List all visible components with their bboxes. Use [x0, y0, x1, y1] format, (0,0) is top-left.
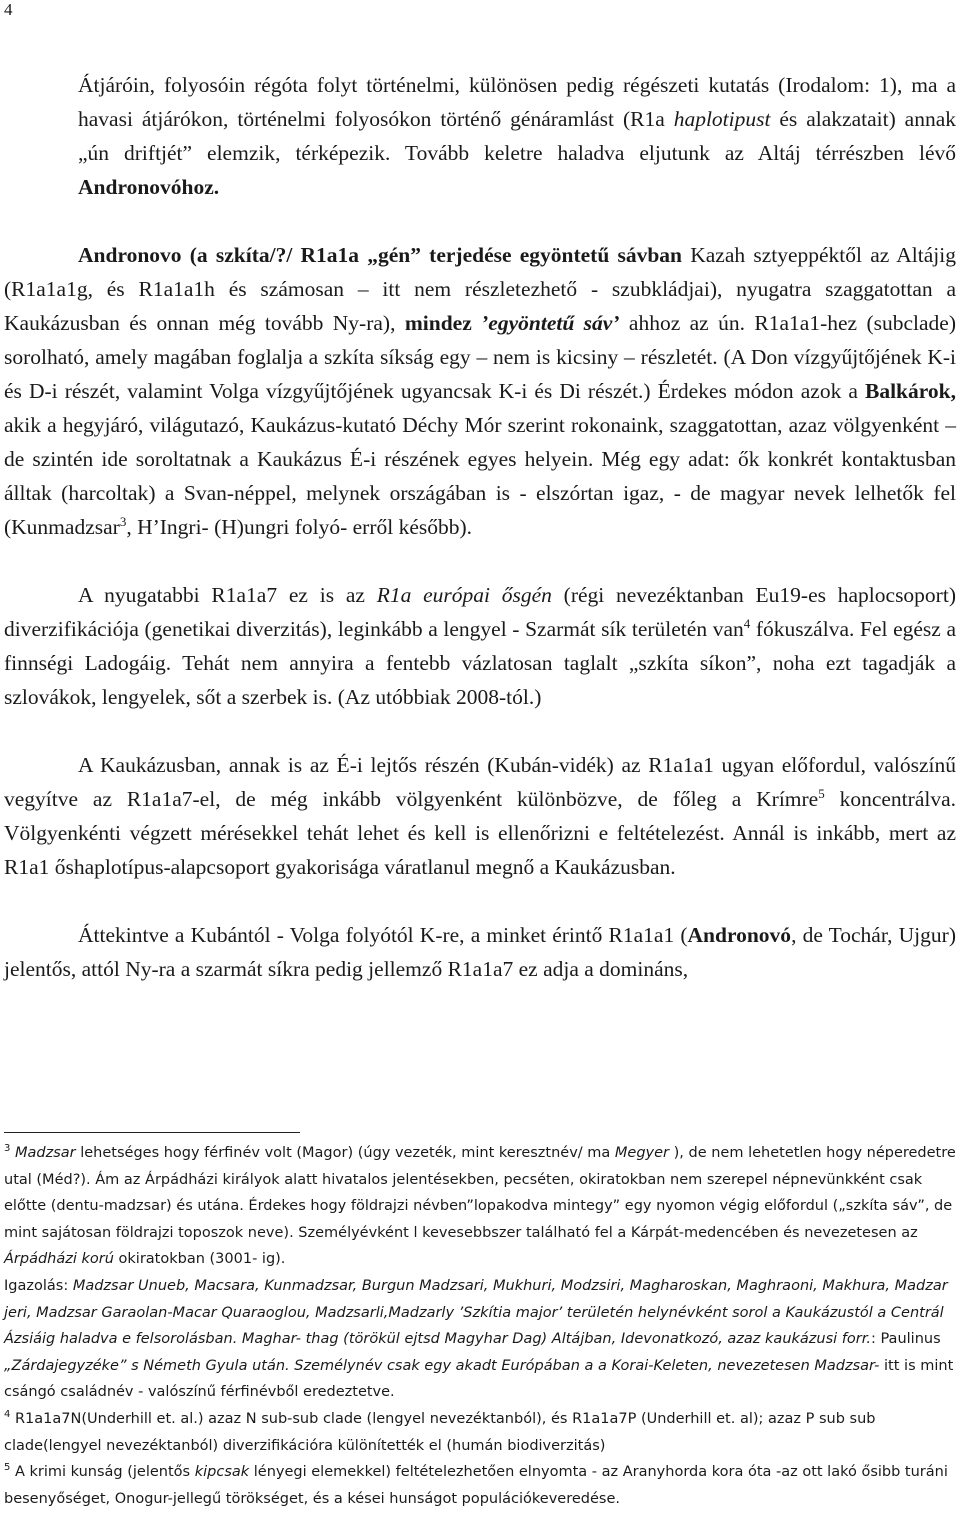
- text-run: Áttekintve a Kubántól - Volga folyótól K-re, a minket érintő R1a1a1 (: [78, 923, 688, 947]
- text-run-italic: „Zárdajegyzéke” s Németh Gyula után. Személynév csak egy akadt Európában a a Korai-Keleten, nevezetesen Madzsar-: [4, 1357, 880, 1374]
- paragraph-3: [4, 578, 956, 714]
- text-run-italic: Madzsar Unueb, Macsara, Kunmadzsar, Burgun Madzsari, Mukhuri, Modzsiri, Magharoskan, Maghraoni, Makhura, Madzar jeri, Madzsar Garaolan-Macar Quaraoglou, Madzsarli,Madzarly ’Szkítia major’ területén helynévként sorol a Kaukázustól a Centrál Ázsiáig haladva e felsorolásban. Maghar- thag (törökül ejtsd Magyhar Dag) Altájban, Idevonatkozó, azaz kaukázusi forr.: [4, 1277, 948, 1348]
- paragraph-1: [4, 68, 956, 204]
- footnote-separator: [4, 1132, 300, 1133]
- paragraph-4: [4, 748, 956, 884]
- footnote-5: [4, 1459, 956, 1512]
- text-run: A Kaukázusban, annak is az É-i lejtős részén (Kubán-vidék) az R1a1a1 ugyan előfordul, valószínű vegyítve az R1a1a7-el, de még inkább völgyenként különbözve, de főleg a Krímre: [4, 753, 956, 811]
- footnote-ref: 4: [743, 615, 751, 631]
- text-run-italic: haplotipust: [673, 107, 771, 131]
- page-number: 4: [4, 0, 13, 19]
- paragraph-5: [4, 918, 956, 986]
- text-run: akik a hegyjáró, világutazó, Kaukázus-kutató Déchy Mór szerint rokonaink, szaggatottan, azaz völgyenként – de szintén ide soroltatnak a Kaukázus É-i részének egyes helyein. Még egy adat: ők konkrét kontaktusban álltak (harcoltak) a Svan-néppel, melynek országában is - elszórtan igaz, - de magyar nevek lelhetők fel (Kunmadzsar: [4, 413, 956, 539]
- footnote-number: 5: [4, 1462, 11, 1474]
- text-run-bold: Andronovo (a szkíta/?: [78, 243, 287, 267]
- text-run: koncentrálva. Völgyenkénti végzett mérésekkel tehát lehet és kell is ellenőrizni e feltételezést. Annál is inkább, mert az R1a1 őshaplotípus-alapcsoport gyakorisága váratlanul megnő a Kaukázusban.: [4, 787, 956, 879]
- text-run-bold: / R1a1a „gén” terjedése egyöntetű sávban: [286, 243, 683, 267]
- footnote-number: 3: [4, 1143, 11, 1155]
- text-run: lényegi elemekkel) feltételezhetően elnyomta - az Aranyhorda kora óta -az ott lakó ősibb turáni besenyőséget, Onogur-jellegű törökséget, és a kései hunságot populációkeveredése.: [4, 1464, 948, 1507]
- text-run: és alakzatait) annak „ún driftjét” elemzik, térképezik. Tovább keletre haladva eljutunk az Altáj térrészben lévő: [78, 107, 957, 165]
- text-run-italic: kipcsak: [194, 1464, 250, 1481]
- text-run-bold: mindez: [404, 311, 482, 335]
- footnote-ref: 5: [818, 785, 825, 801]
- text-run: , de Tochár, Ujgur) jelentős, attól Ny-ra a szarmát síkra pedig jellemző R1a1a7 ez adja a domináns,: [4, 923, 956, 981]
- text-run-italic: Madzsar: [14, 1145, 76, 1161]
- text-run: , H’Ingri- (H)ungri folyó- erről később).: [126, 515, 473, 539]
- paragraph-2: [4, 238, 956, 544]
- text-run: R1a1a7N(Underhill et. al.) azaz N sub-sub clade (lengyel nevezéktanból), és R1a1a7P (Underhill et. al); azaz P sub sub clade(lengyel nevezéktanból) diverzifikációra különítették el (humán biodiverzitás): [4, 1410, 876, 1454]
- text-run: : Paulinus: [870, 1331, 941, 1348]
- text-run: Átjáróin, folyosóin régóta folyt történelmi, különösen pedig régészeti kutatás (Irodalom: 1), ma a havasi átjárókon, történelmi folyosókon történő génáramlást (R1a: [78, 73, 956, 131]
- text-run: Igazolás:: [4, 1277, 73, 1294]
- text-run-italic: R1a európai ősgén: [376, 583, 552, 607]
- text-run-bold: Andronovó: [687, 923, 792, 947]
- text-run-bold: Balkárok,: [864, 379, 956, 403]
- footnote-ref: 3: [119, 513, 127, 529]
- text-run-bold-italic: ’egyöntetű sáv’: [481, 311, 620, 335]
- text-run: itt is mint csángó családnév - valószínű férfinévből eredeztetve.: [4, 1357, 954, 1401]
- text-run: fókuszálva. Fel egész a finnségi Ladogáig. Tehát nem annyira a fentebb vázlatosan taglalt „szkíta síkon”, noha ezt tagadják a szlovákok, lengyelek, sőt a szerbek is. (Az utóbbiak 2008-tól.): [4, 617, 956, 709]
- footnotes: [4, 1140, 956, 1512]
- text-run: lehetséges hogy férfinév volt (Magor) (úgy vezeték, mint keresztnév/ ma: [75, 1145, 615, 1161]
- text-run: (régi nevezéktanban Eu19-es haplocsoport) diverzifikációja (genetikai diverzitás), leginkább a lengyel - Szarmát sík területén van: [4, 583, 956, 641]
- text-run-italic: Megyer: [614, 1145, 670, 1161]
- text-run: ), de nem lehetetlen hogy néperedetre utal (Méd?). Ám az Árpádházi királyok alatt hivatalos jelentésekben, pecséten, okiratokban nem szerepel népnevünkként csak előtte (dentu-madzsar) és utána. Érdekes hogy földrajzi névben”lopakodva mintegy” egy nyomon végig előfordul („szkíta sáv”, de mint sajátosan földrajzi toposzok neve). Személyévként l kevesebbszer található fel a Kárpát-medencében és nevezetesen az: [4, 1145, 956, 1241]
- text-run: Kazah sztyeppéktől az Altájig (R1a1a1g, és R1a1a1h és számosan – itt nem részletezhető - szubkládjai), nyugatra szaggatottan a Kaukázusban és onnan még tovább Ny-ra),: [4, 243, 956, 335]
- text-run-bold: Andronovóhoz.: [78, 175, 220, 199]
- text-run: A krimi kunság (jelentős: [10, 1464, 195, 1481]
- main-text: [4, 68, 956, 986]
- footnote-3: [4, 1140, 956, 1406]
- text-run-italic: Árpádházi korú: [4, 1251, 114, 1268]
- footnote-number: 4: [4, 1409, 11, 1421]
- footnote-4: [4, 1406, 956, 1459]
- text-run: A nyugatabbi R1a1a7 ez is az: [78, 583, 377, 607]
- text-run: okiratokban (3001- ig).: [113, 1251, 286, 1268]
- text-run: ahhoz az ún. R1a1a1-hez (subclade) sorolható, amely magában foglalja a szkíta síkság egy – nem is kicsiny – részletét. (A Don vízgyűjtőjének K-i és D-i részét, valamint Volga vízgyűjtőjének ugyancsak K-i és Di részét.) Érdekes módon azok a: [4, 311, 956, 403]
